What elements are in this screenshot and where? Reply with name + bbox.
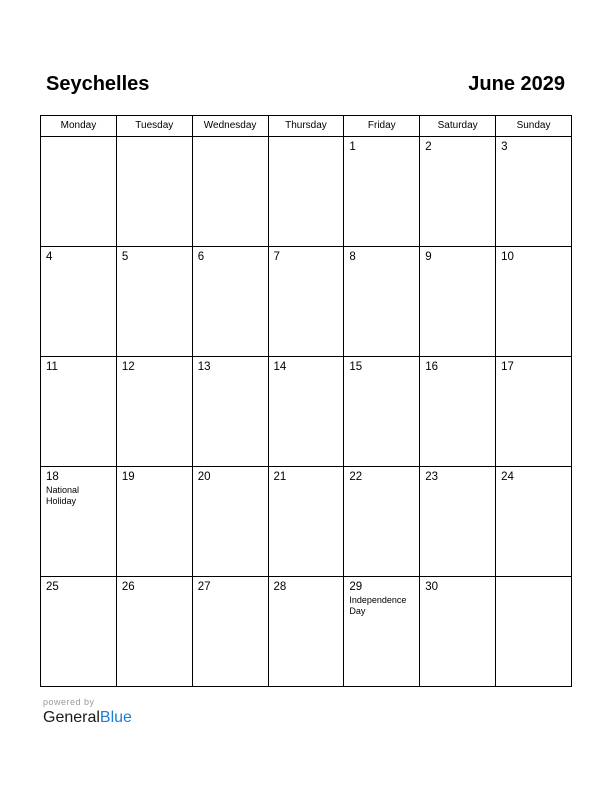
day-cell bbox=[496, 247, 572, 357]
day-number: 25 bbox=[46, 581, 59, 593]
footer-branding bbox=[43, 697, 132, 727]
brand-name-blue: Blue bbox=[99, 709, 132, 726]
week-row bbox=[41, 577, 572, 687]
day-cell bbox=[344, 467, 420, 577]
day-cell bbox=[344, 247, 420, 357]
day-number: 6 bbox=[197, 251, 205, 263]
day-number: 9 bbox=[425, 251, 432, 263]
weekday-wednesday: Wednesday bbox=[192, 116, 268, 137]
weekday-tuesday: Tuesday bbox=[116, 116, 192, 137]
day-cell bbox=[268, 577, 344, 687]
day-number: 8 bbox=[349, 251, 356, 263]
day-cell bbox=[192, 467, 268, 577]
day-number: 24 bbox=[501, 471, 514, 483]
day-cell bbox=[116, 247, 192, 357]
day-cell bbox=[268, 467, 344, 577]
day-number: 26 bbox=[121, 581, 135, 593]
day-number: 23 bbox=[425, 471, 439, 483]
week-row bbox=[41, 467, 572, 577]
day-cell bbox=[192, 357, 268, 467]
day-number: 16 bbox=[425, 361, 439, 373]
day-number: 28 bbox=[273, 581, 287, 593]
day-cell bbox=[344, 577, 420, 687]
day-number: 19 bbox=[121, 471, 135, 483]
day-number: 4 bbox=[46, 251, 53, 263]
day-number: 11 bbox=[46, 361, 58, 373]
day-cell bbox=[496, 137, 572, 247]
calendar-grid bbox=[40, 115, 572, 687]
day-number: 15 bbox=[349, 361, 363, 373]
day-number: 2 bbox=[425, 141, 432, 153]
day-number: 13 bbox=[197, 361, 211, 373]
brand-logo[interactable] bbox=[43, 709, 132, 727]
country-title: Seychelles bbox=[46, 73, 150, 95]
day-cell bbox=[116, 577, 192, 687]
day-number: 22 bbox=[349, 471, 363, 483]
week-row bbox=[41, 357, 572, 467]
day-number: 5 bbox=[121, 251, 129, 263]
day-cell bbox=[496, 467, 572, 577]
day-cell bbox=[344, 137, 420, 247]
day-number: 20 bbox=[197, 471, 211, 483]
day-cell bbox=[496, 577, 572, 687]
day-number: 21 bbox=[273, 471, 287, 483]
day-number: 30 bbox=[425, 581, 439, 593]
day-cell bbox=[420, 577, 496, 687]
day-number: 18 bbox=[46, 471, 59, 483]
day-number: 12 bbox=[121, 361, 135, 373]
day-cell bbox=[420, 467, 496, 577]
weekday-friday: Friday bbox=[344, 116, 420, 137]
day-number: 17 bbox=[501, 361, 514, 373]
day-number: 10 bbox=[501, 251, 514, 263]
day-cell bbox=[41, 247, 117, 357]
day-cell bbox=[192, 137, 268, 247]
day-number: 3 bbox=[501, 141, 508, 153]
day-cell bbox=[420, 137, 496, 247]
week-row bbox=[41, 247, 572, 357]
day-cell bbox=[41, 357, 117, 467]
day-cell bbox=[116, 137, 192, 247]
day-cell bbox=[41, 467, 117, 577]
day-number: 1 bbox=[349, 141, 356, 153]
weekday-monday: Monday bbox=[41, 116, 117, 137]
day-cell bbox=[268, 137, 344, 247]
day-cell bbox=[496, 357, 572, 467]
day-number: 7 bbox=[273, 251, 280, 263]
day-cell bbox=[192, 247, 268, 357]
weekday-thursday: Thursday bbox=[268, 116, 344, 137]
day-cell bbox=[420, 357, 496, 467]
day-cell bbox=[116, 357, 192, 467]
brand-name-general: General bbox=[43, 709, 100, 726]
weekday-sunday: Sunday bbox=[496, 116, 572, 137]
weekday-header-row bbox=[41, 116, 572, 137]
day-cell bbox=[268, 247, 344, 357]
day-cell bbox=[41, 577, 117, 687]
day-cell bbox=[41, 137, 117, 247]
day-cell bbox=[344, 357, 420, 467]
day-cell bbox=[420, 247, 496, 357]
month-year-title: June 2029 bbox=[468, 73, 565, 95]
powered-by-text: powered by bbox=[43, 697, 95, 707]
day-cell bbox=[192, 577, 268, 687]
day-cell bbox=[268, 357, 344, 467]
day-number: 14 bbox=[273, 361, 287, 373]
day-number: 27 bbox=[197, 581, 211, 593]
week-row bbox=[41, 137, 572, 247]
weekday-saturday: Saturday bbox=[420, 116, 496, 137]
day-cell bbox=[116, 467, 192, 577]
holiday-label: National Holiday bbox=[46, 485, 80, 506]
holiday-label: Independence Day bbox=[349, 595, 407, 616]
day-number: 29 bbox=[349, 581, 363, 593]
